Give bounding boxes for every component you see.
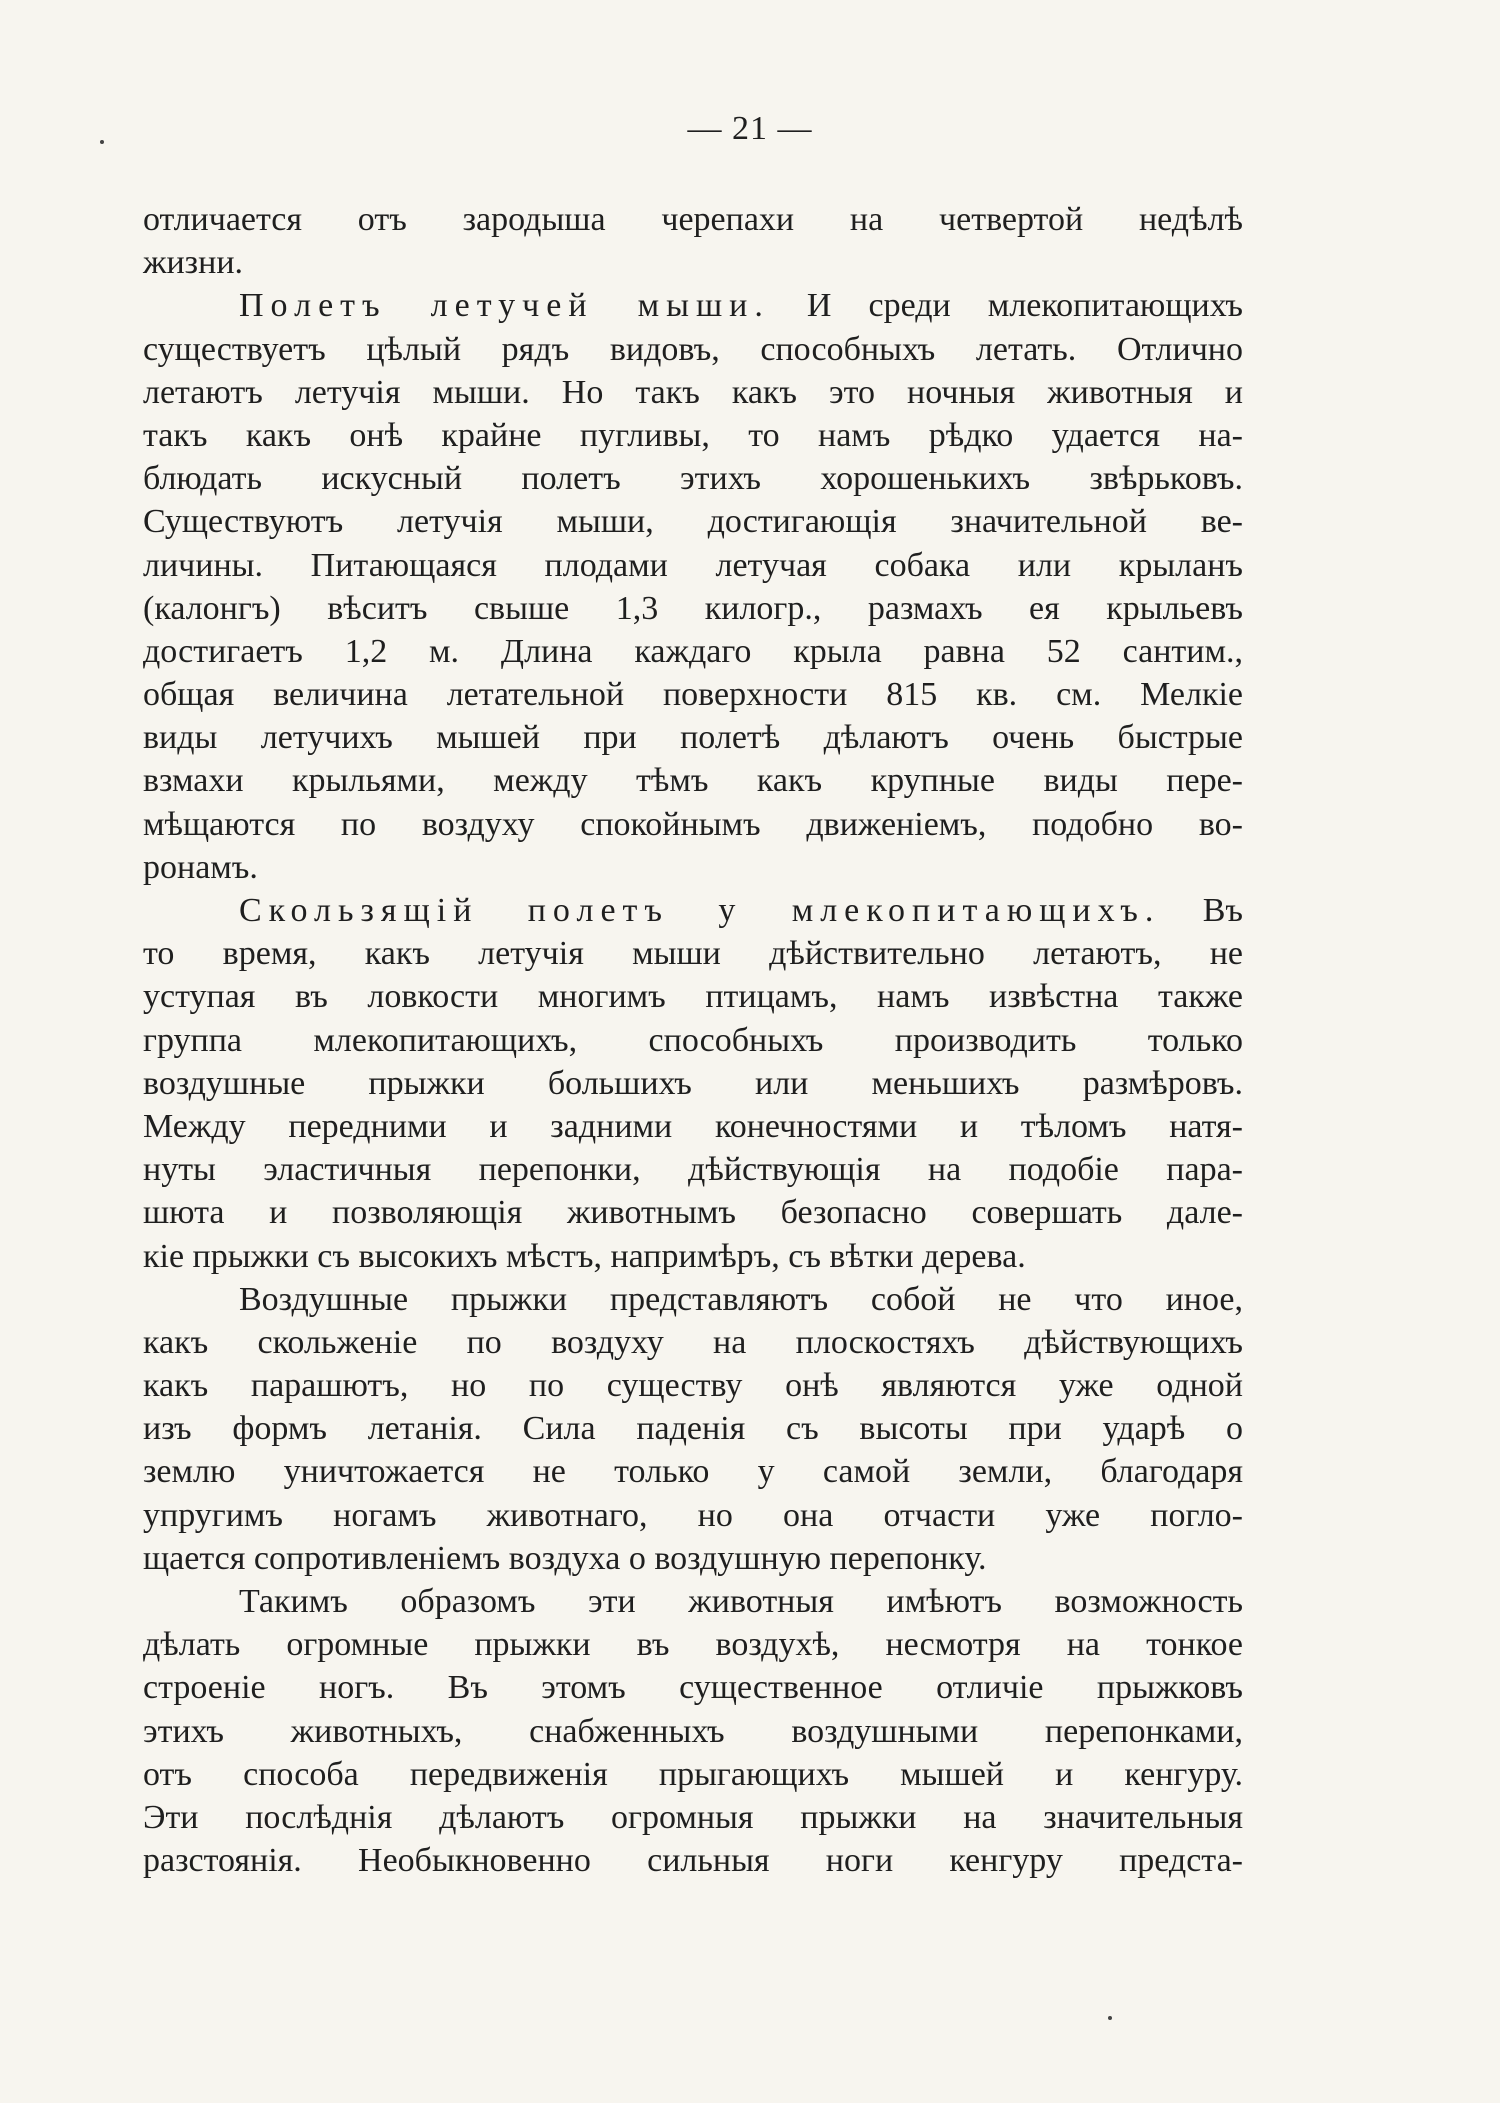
text-line: Воздушные прыжки представляютъ собой не что иное, (239, 1280, 1243, 1318)
text-line: личины. Питающаяся плодами летучая собака или крыланъ (143, 546, 1243, 584)
text-line: Такимъ образомъ эти животныя имѣютъ возможность (239, 1583, 1243, 1620)
text-line: шюта и позволяющія животнымъ безопасно совершать дале- (143, 1194, 1243, 1232)
text-line: существуетъ цѣлый рядъ видовъ, способныхъ летать. Отлично (143, 330, 1243, 368)
text-line: такъ какъ онѣ крайне пугливы, то намъ рѣдко удается на- (143, 416, 1243, 454)
page-number: — 21 — (687, 110, 813, 147)
text-line: изъ формъ летанія. Сила паденія съ высоты при ударѣ о (143, 1410, 1243, 1448)
text-line: дѣлать огромные прыжки въ воздухѣ, несмотря на тонкое (143, 1626, 1243, 1664)
text-line: отличается отъ зародыша черепахи на четвертой недѣлѣ (143, 201, 1243, 238)
text-line: Между передними и задними конечностями и тѣломъ натя- (143, 1107, 1243, 1145)
text-line: щается сопротивленіемъ воздуха о воздушную перепонку. (143, 1539, 987, 1577)
text-line: воздушные прыжки большихъ или меньшихъ размѣровъ. (143, 1064, 1243, 1102)
text-line: упругимъ ногамъ животнаго, но она отчасти уже погло- (143, 1496, 1243, 1534)
text-line: (калонгъ) вѣситъ свыше 1,3 килогр., размахъ ея крыльевъ (143, 589, 1243, 627)
text-line: жизни. (143, 244, 244, 282)
text-line: землю уничтожается не только у самой земли, благодаря (143, 1453, 1243, 1491)
text-line: взмахи крыльями, между тѣмъ какъ крупные виды пере- (143, 762, 1243, 800)
text-line: строеніе ногъ. Въ этомъ существенное отличіе прыжковъ (143, 1669, 1243, 1707)
section-heading: Скользящій полетъ у млекопитающихъ. (239, 892, 1161, 929)
text-line: блюдать искусный полетъ этихъ хорошенькихъ звѣрьковъ. (143, 460, 1243, 498)
text-line: ронамъ. (143, 848, 258, 886)
text-line: виды летучихъ мышей при полетѣ дѣлаютъ очень быстрые (143, 719, 1243, 757)
text-line: Полетъ летучей мыши. И среди млекопитающихъ (239, 287, 1243, 325)
text-line: этихъ животныхъ, снабженныхъ воздушными перепонками, (143, 1712, 1243, 1750)
text-line: нуты эластичныя перепонки, дѣйствующія на подобіе пара- (143, 1151, 1243, 1189)
text-line: уступая въ ловкости многимъ птицамъ, намъ извѣстна также (143, 978, 1243, 1016)
section-heading: Полетъ летучей мыши. (239, 287, 770, 325)
page-body (143, 198, 1243, 1882)
text-line: достигаетъ 1,2 м. Длина каждаго крыла равна 52 сантим., (143, 632, 1243, 670)
text-line: то время, какъ летучія мыши дѣйствительно летаютъ, не (143, 935, 1243, 973)
text-line: общая величина летательной поверхности 815 кв. см. Мелкіе (143, 676, 1243, 714)
text-line: Эти послѣднія дѣлаютъ огромныя прыжки на значительныя (143, 1798, 1243, 1836)
text-line: отъ способа передвиженія прыгающихъ мышей и кенгуру. (143, 1755, 1243, 1793)
text-line: мѣщаются по воздуху спокойнымъ движеніемъ, подобно во- (143, 805, 1243, 843)
speck (1108, 2016, 1112, 2020)
text-line: Скользящій полетъ у млекопитающихъ. Въ (239, 892, 1244, 929)
text-line: разстоянія. Необыкновенно сильныя ноги кенгуру предста- (143, 1842, 1243, 1880)
text-line: какъ скольженіе по воздуху на плоскостяхъ дѣйствующихъ (143, 1323, 1243, 1361)
text-line: какъ парашютъ, но по существу онѣ являются уже одной (143, 1367, 1243, 1405)
text-line: Существуютъ летучія мыши, достигающія значительной ве- (143, 503, 1243, 541)
text-line: группа млекопитающихъ, способныхъ производить только (143, 1021, 1243, 1059)
text-line: летаютъ летучія мыши. Но такъ какъ это ночныя животныя и (143, 373, 1243, 411)
text-line: кіе прыжки съ высокихъ мѣстъ, напримѣръ, съ вѣтки дерева. (143, 1237, 1026, 1275)
